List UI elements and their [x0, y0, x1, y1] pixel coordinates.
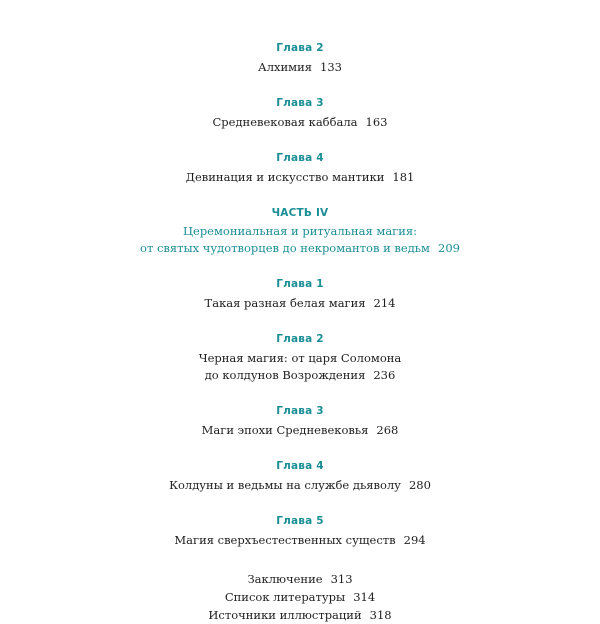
toc-chapter-2-alchemy[interactable]: [0, 42, 600, 76]
chapter-title: Такая разная белая магия: [204, 296, 366, 310]
section-title: Источники иллюстраций: [208, 608, 362, 622]
chapter-entry: [0, 477, 600, 494]
part-title-line1: Церемониальная и ритуальная магия:: [182, 224, 417, 238]
chapter-heading: Глава 4: [276, 460, 324, 472]
toc-chapter-3-medieval-magi[interactable]: [0, 405, 600, 439]
chapter-title: Магия сверхъестественных существ: [174, 533, 396, 547]
part-heading: ЧАСТЬ IV: [271, 207, 329, 219]
page-number: 181: [392, 170, 415, 184]
toc-chapter-3-kabbalah[interactable]: [0, 97, 600, 131]
toc-chapter-4-witches[interactable]: [0, 460, 600, 494]
chapter-entry: [0, 367, 600, 384]
page-number: 133: [320, 60, 342, 74]
chapter-entry: [0, 169, 600, 186]
chapter-entry: [0, 295, 600, 312]
section-title: Заключение: [247, 572, 323, 586]
page-number: 294: [403, 533, 426, 547]
page-number: 236: [373, 368, 396, 382]
toc-chapter-5-supernatural[interactable]: [0, 515, 600, 549]
page-number: 314: [353, 590, 376, 604]
chapter-title: Алхимия: [258, 60, 313, 74]
toc-closing-sections: [0, 570, 600, 624]
toc-bibliography[interactable]: [0, 588, 600, 606]
chapter-heading: Глава 5: [276, 515, 324, 527]
toc-chapter-1-white-magic[interactable]: [0, 278, 600, 312]
chapter-heading: Глава 3: [276, 97, 324, 109]
chapter-title-line2: до колдунов Возрождения: [204, 368, 366, 382]
section-title: Список литературы: [224, 590, 346, 604]
chapter-title-line1: Черная магия: от царя Соломона: [198, 351, 402, 365]
toc-chapter-4-divination[interactable]: [0, 152, 600, 186]
chapter-heading: Глава 4: [276, 152, 324, 164]
page-number: 163: [365, 115, 388, 129]
page-number: 280: [408, 478, 431, 492]
chapter-entry: [0, 114, 600, 131]
page-number: 268: [376, 423, 399, 437]
part-title: от святых чудотворцев до некромантов и ведьм: [140, 241, 430, 255]
chapter-heading: Глава 1: [276, 278, 324, 290]
chapter-title: Средневековая каббала: [212, 115, 358, 129]
toc-conclusion[interactable]: [0, 570, 600, 588]
chapter-entry: [0, 532, 600, 549]
chapter-title: Маги эпохи Средневековья: [201, 423, 369, 437]
page-number: 214: [373, 296, 396, 310]
chapter-entry: [0, 422, 600, 439]
chapter-heading: Глава 3: [276, 405, 324, 417]
chapter-entry: [0, 59, 600, 76]
page-number: 209: [438, 241, 460, 255]
chapter-title: Колдуны и ведьмы на службе дьяволу: [169, 478, 401, 492]
toc-illustration-sources[interactable]: [0, 606, 600, 624]
chapter-heading: Глава 2: [276, 333, 324, 345]
toc-part-4[interactable]: [0, 207, 600, 257]
table-of-contents: [0, 42, 600, 624]
page-number: 318: [369, 608, 392, 622]
toc-chapter-2-black-magic[interactable]: [0, 333, 600, 384]
part-title-line2: [0, 240, 600, 257]
page-number: 313: [330, 572, 353, 586]
chapter-heading: Глава 2: [276, 42, 324, 54]
chapter-title: Девинация и искусство мантики: [185, 170, 385, 184]
